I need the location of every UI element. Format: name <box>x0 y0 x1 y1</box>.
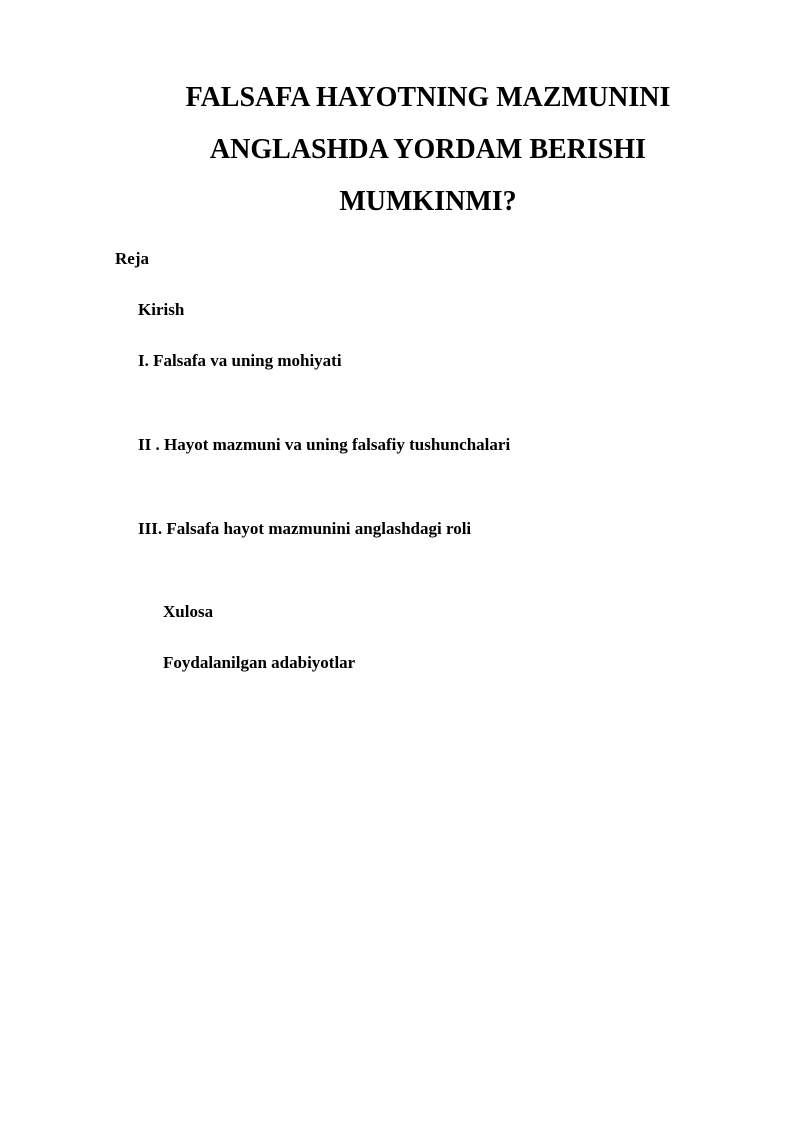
title-line: FALSAFA HAYOTNING MAZMUNINI <box>185 82 671 113</box>
toc-item-references: Foydalanilgan adabiyotlar <box>163 653 356 672</box>
toc-item-intro: Kirish <box>138 300 185 319</box>
title-line: MUMKINMI? <box>339 186 517 217</box>
toc-item-section-1: I. Falsafa va uning mohiyati <box>138 351 342 370</box>
toc-item-conclusion: Xulosa <box>163 602 214 621</box>
document-title <box>118 72 738 228</box>
plan-heading: Reja <box>115 249 149 268</box>
toc-item-section-3: III. Falsafa hayot mazmunini anglashdagi roli <box>138 519 472 538</box>
toc-item-section-2: II . Hayot mazmuni va uning falsafiy tushunchalari <box>138 435 511 454</box>
title-line: ANGLASHDA YORDAM BERISHI <box>209 134 647 165</box>
